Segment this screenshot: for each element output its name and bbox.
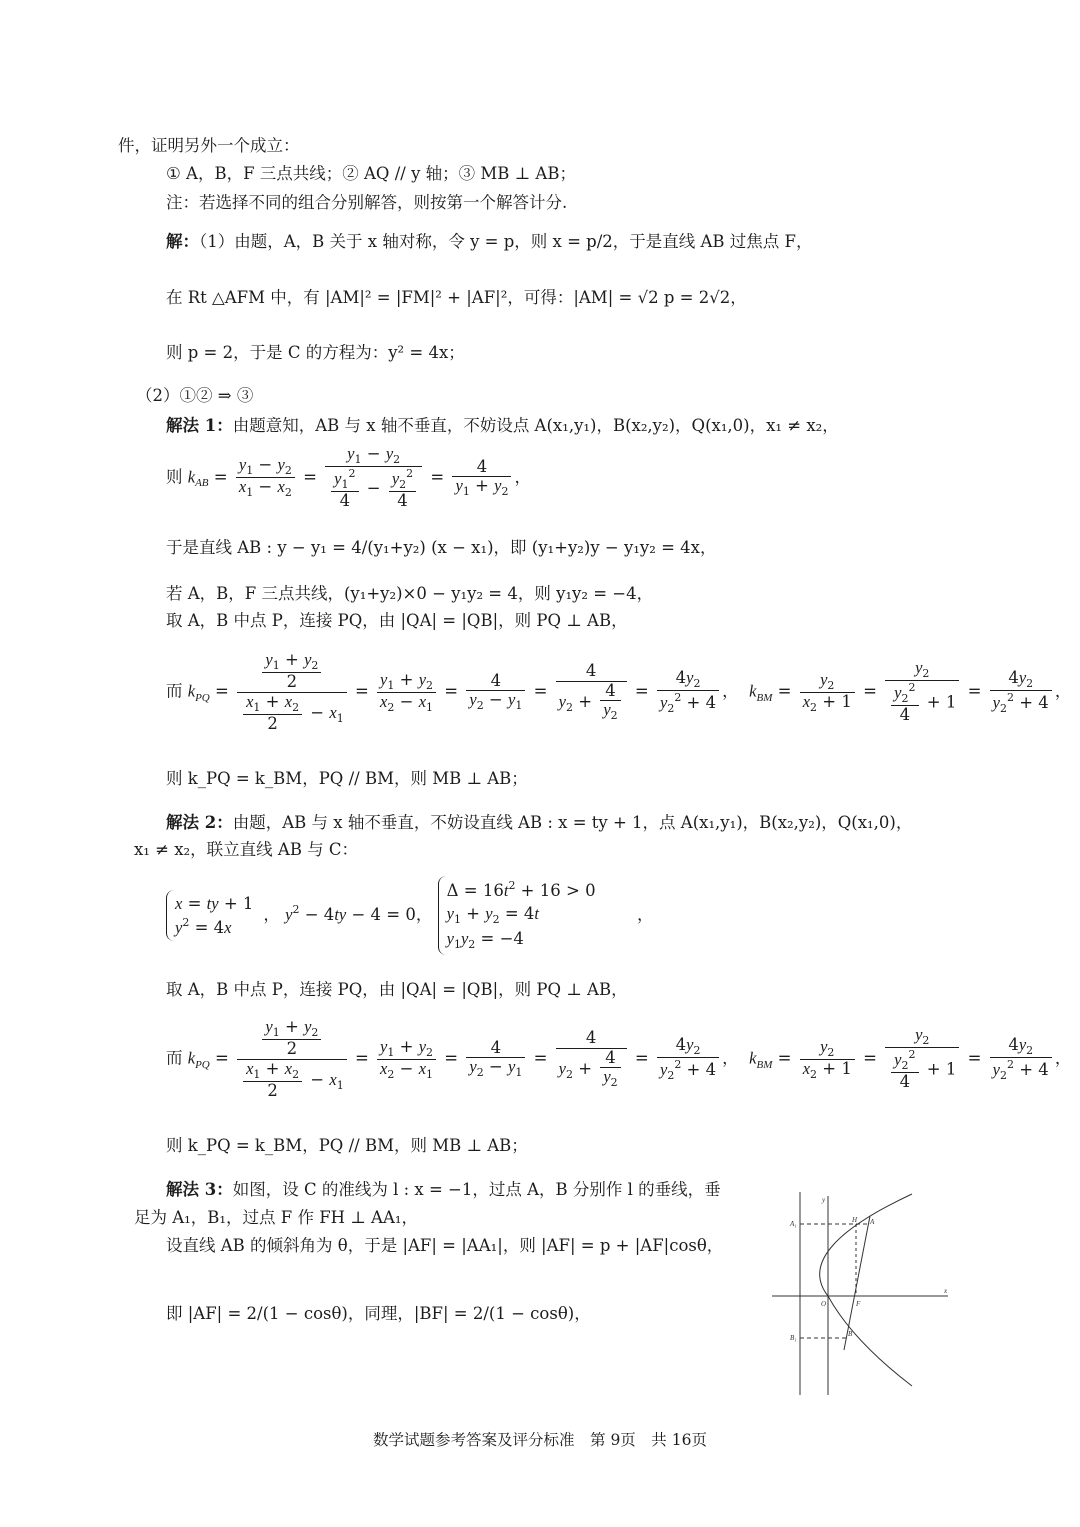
method2-slope-pq: 而 $k_{PQ}$ = $\frac{y_1 + y_2}{2}$ $\frac{x_1 + x_2}{2}$ − $x_1$ = $\frac{y_1 + y_2}{x_2 - x_1}$ = $\frac{4}{y_2 - y_1}$ = 4 $y_2$ + $\frac{4}{y_2}$ = $\frac{4y_2}{y_2^2 + 4}$ ， $k_{BM}$ = $\frac{y_2}{x_2 + 1}$ = $y_2$ $\frac{y_2^2}{4}$ + 1 = $\frac{4y_2}{y_2^2 + 4}$ ， — [166, 1017, 1072, 1100]
label-x: x — [944, 1287, 948, 1295]
label-a: A — [870, 1218, 875, 1226]
label-o: O — [821, 1300, 827, 1308]
intro-line-3: 注：若选择不同的组合分别解答，则按第一个解答计分. — [166, 193, 568, 212]
method3-line-1 — [166, 1182, 721, 1199]
method2-line-1-text: 由题，AB 与 x 轴不垂直，不妨设直线 AB : x = ty + 1，点 A(x₁,y₁)，B(x₂,y₂)，Q(x₁,0)， — [232, 813, 913, 832]
method2-system: x = ty + 1 $y^2 = 4x$， $y^2 - 4ty - 4 = 0$， $\Delta = 16t^2 + 16 > 0$ $y_1 + y_2 = 4t$ $y_1y_2 = -4$ ， — [166, 876, 654, 955]
method1-line-1 — [166, 418, 839, 435]
method2-conclusion: 则 k_PQ = k_BM，PQ // BM，则 MB ⊥ AB； — [166, 1136, 528, 1155]
method3-line-2: 足为 A₁，B₁，过点 F 作 FH ⊥ AA₁， — [134, 1208, 418, 1227]
method3-line-1-text: 如图，设 C 的准线为 l : x = −1，过点 A，B 分别作 l 的垂线，垂 — [232, 1180, 721, 1199]
method1-line-4: 若 A，B，F 三点共线，(y₁+y₂)×0 − y₁y₂ = 4，则 y₁y₂ = −4， — [166, 584, 654, 603]
label-b1: B₁ — [790, 1334, 797, 1342]
part1-label: 解： — [166, 232, 199, 251]
label-h: H — [852, 1216, 858, 1224]
part1-line-2: 在 Rt △AFM 中，有 |AM|² = |FM|² + |AF|²，可得：|AM| = √2 p = 2√2， — [166, 288, 747, 307]
method1-slope-ab: 则 $k_{AB}$ = $\frac{y_1 - y_2}{x_1 - x_2}$ = $y_1 - y_2$ $\frac{y_1^2}{4}$ − $\frac{y_2^2}{4}$ = $\frac{4}{y_1 + y_2}$ ， — [166, 444, 531, 510]
part2-heading: （2）①② ⇒ ③ — [136, 386, 254, 405]
method1-line-5: 取 A，B 中点 P，连接 PQ，由 |QA| = |QB|，则 PQ ⊥ AB， — [166, 611, 628, 630]
method2-line-2: x₁ ≠ x₂，联立直线 AB 与 C： — [134, 840, 359, 859]
part1-line-1 — [166, 234, 812, 251]
method3-line-3: 设直线 AB 的倾斜角为 θ，于是 |AF| = |AA₁|，则 |AF| = p + |AF|cosθ， — [166, 1236, 724, 1255]
label-b: B — [848, 1330, 853, 1338]
method2-line-4: 取 A，B 中点 P，连接 PQ，由 |QA| = |QB|，则 PQ ⊥ AB， — [166, 980, 628, 999]
method1-line-1-text: 由题意知，AB 与 x 轴不垂直，不妨设点 A(x₁,y₁)，B(x₂,y₂)，Q(x₁,0)，x₁ ≠ x₂， — [232, 416, 839, 435]
method2-line-1 — [166, 815, 912, 832]
method1-label: 解法 1： — [166, 416, 233, 435]
part1-line-3: 则 p = 2，于是 C 的方程为：y² = 4x； — [166, 343, 465, 362]
method3-line-4: 即 |AF| = 2/(1 − cosθ)，同理，|BF| = 2/(1 − cosθ)， — [166, 1304, 591, 1323]
label-a1: A₁ — [790, 1220, 797, 1228]
parabola-figure — [772, 1190, 952, 1400]
label-y: y — [822, 1196, 826, 1204]
intro-line-2: ① A，B，F 三点共线；② AQ // y 轴；③ MB ⊥ AB； — [166, 164, 576, 183]
method1-slope-pq: 而 $k_{PQ}$ = $\frac{y_1 + y_2}{2}$ $\frac{x_1 + x_2}{2}$ − $x_1$ = $\frac{y_1 + y_2}{x_2 - x_1}$ = $\frac{4}{y_2 - y_1}$ = 4 $y_2$ + $\frac{4}{y_2}$ = $\frac{4y_2}{y_2^2 + 4}$ ， $k_{BM}$ = $\frac{y_2}{x_2 + 1}$ = $y_2$ $\frac{y_2^2}{4}$ + 1 = $\frac{4y_2}{y_2^2 + 4}$ ， — [166, 650, 1072, 733]
parabola-curve — [820, 1194, 912, 1386]
method1-conclusion: 则 k_PQ = k_BM，PQ // BM，则 MB ⊥ AB； — [166, 769, 528, 788]
intro-line-1: 件，证明另外一个成立： — [118, 136, 300, 155]
part1-line-1-text: （1）由题，A，B 关于 x 轴对称，令 y = p，则 x = p/2，于是直线 AB 过焦点 F， — [199, 232, 813, 251]
method2-label: 解法 2： — [166, 813, 233, 832]
method1-line-3: 于是直线 AB : y − y₁ = 4/(y₁+y₂) (x − x₁)，即 (y₁+y₂)y − y₁y₂ = 4x， — [166, 538, 717, 557]
method3-label: 解法 3： — [166, 1180, 233, 1199]
label-f: F — [856, 1300, 861, 1308]
page-footer: 数学试题参考答案及评分标准 第 9页 共 16页 — [373, 1431, 707, 1449]
